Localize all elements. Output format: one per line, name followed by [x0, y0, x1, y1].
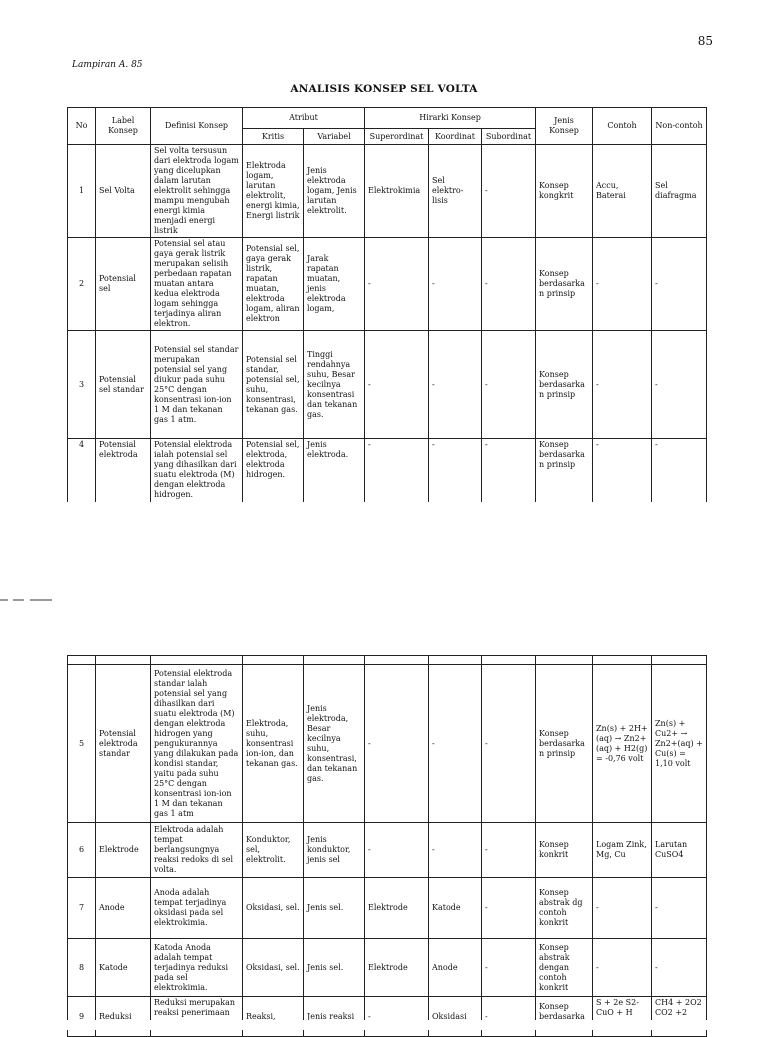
cell-koordinat: Anode — [429, 939, 482, 997]
cell-variabel: Jenis elektroda logam, Jenis larutan elektrolit. — [304, 145, 365, 238]
cell-kritis: Oksidasi, sel. — [243, 878, 304, 939]
cell-label: Sel Volta — [96, 145, 151, 238]
header-subordinat: Subordinat — [482, 129, 536, 145]
cell-kritis: Konduktor, sel, elektrolit. — [243, 823, 304, 878]
cell-no: 2 — [68, 238, 96, 331]
cell-superordinat: - — [365, 823, 429, 878]
cell-contoh: - — [593, 878, 652, 939]
cell-koordinat: - — [429, 665, 482, 823]
header-noncontoh: Non-contoh — [652, 108, 707, 145]
cell-contoh: Logam Zink, Mg, Cu — [593, 823, 652, 878]
header-spacer-row — [68, 656, 707, 665]
cell-superordinat: - — [365, 997, 429, 1037]
cell-no: 3 — [68, 331, 96, 439]
cell-definisi: Sel volta tersusun dari elektroda logam yang dicelupkan dalam larutan elektrolit sehingga mampu mengubah energi kimia menjadi energi listrik — [151, 145, 243, 238]
cell-no: 7 — [68, 878, 96, 939]
document-title: ANALISIS KONSEP SEL VOLTA — [290, 83, 478, 95]
cell-label: Potensial elektroda — [96, 439, 151, 519]
header-atribut: Atribut — [243, 108, 365, 129]
cell-noncontoh: - — [652, 238, 707, 331]
table-row — [68, 878, 707, 939]
cell-jenis: Konsep berdasarkan prinsip — [536, 439, 593, 519]
cell-noncontoh: CH4 + 2O2 CO2 +2 — [652, 997, 707, 1037]
cell-kritis: Elektroda, suhu, konsentrasi ion-ion, dan tekanan gas. — [243, 665, 304, 823]
cell-variabel: Jenis sel. — [304, 878, 365, 939]
cell-kritis: Reaksi, — [243, 997, 304, 1037]
cell-contoh: Accu, Baterai — [593, 145, 652, 238]
cell-koordinat: Oksidasi — [429, 997, 482, 1037]
table-row — [68, 939, 707, 997]
cell-kritis: Elektroda logam, larutan elektrolit, energi kimia, Energi listrik — [243, 145, 304, 238]
cell-label: Potensial sel standar — [96, 331, 151, 439]
cell-contoh: - — [593, 939, 652, 997]
cell-variabel: Jarak rapatan muatan, jenis elektroda logam, — [304, 238, 365, 331]
cell-label: Reduksi — [96, 997, 151, 1037]
page-bottom-edge — [0, 1020, 768, 1030]
cell-definisi: Anoda adalah tempat terjadinya oksidasi pada sel elektrokimia. — [151, 878, 243, 939]
cell-definisi: Potensial sel standar merupakan potensial sel yang diukur pada suhu 25°C dengan konsentrasi ion-ion 1 M dan tekanan gas 1 atm. — [151, 331, 243, 439]
table-row — [68, 238, 707, 331]
cell-label: Elektrode — [96, 823, 151, 878]
cell-kritis: Oksidasi, sel. — [243, 939, 304, 997]
cell-variabel: Jenis konduktor, jenis sel — [304, 823, 365, 878]
cell-noncontoh: - — [652, 939, 707, 997]
cell-label: Potensial sel — [96, 238, 151, 331]
cell-definisi: Katoda Anoda adalah tempat terjadinya reduksi pada sel elektrokimia. — [151, 939, 243, 997]
header-hirarki: Hirarki Konsep — [365, 108, 536, 129]
table-row — [68, 331, 707, 439]
table-row — [68, 665, 707, 823]
cell-noncontoh: Sel diafragma — [652, 145, 707, 238]
header-no: No — [68, 108, 96, 145]
table-row — [68, 145, 707, 238]
cell-subordinat: - — [482, 939, 536, 997]
cell-subordinat: - — [482, 439, 536, 519]
cell-kritis: Potensial sel, gaya gerak listrik, rapatan muatan, elektroda logam, aliran elektron — [243, 238, 304, 331]
cell-superordinat: - — [365, 665, 429, 823]
cell-superordinat: - — [365, 331, 429, 439]
concept-table-part-1 — [67, 107, 707, 519]
scan-mark — [0, 598, 55, 602]
cell-variabel: Jenis elektroda, Besar kecilnya suhu, konsentrasi, dan tekanan gas. — [304, 665, 365, 823]
cell-superordinat: Elektrode — [365, 939, 429, 997]
cell-contoh: - — [593, 238, 652, 331]
table-row — [68, 823, 707, 878]
cell-no: 9 — [68, 997, 96, 1037]
cell-noncontoh: - — [652, 878, 707, 939]
cell-jenis: Konsep abstrak dg contoh konkrit — [536, 878, 593, 939]
cell-subordinat: - — [482, 238, 536, 331]
cell-noncontoh: - — [652, 439, 707, 519]
header-definisi: Definisi Konsep — [151, 108, 243, 145]
cell-no: 5 — [68, 665, 96, 823]
cell-definisi: Reduksi merupakan reaksi penerimaan — [151, 997, 243, 1037]
cell-jenis: Konsep kongkrit — [536, 145, 593, 238]
cell-variabel: Jenis elektroda. — [304, 439, 365, 519]
header-contoh: Contoh — [593, 108, 652, 145]
cell-variabel: Tinggi rendahnya suhu, Besar kecilnya konsentrasi dan tekanan gas. — [304, 331, 365, 439]
cell-contoh: Zn(s) + 2H+(aq) → Zn2+(aq) + H2(g) = -0,76 volt — [593, 665, 652, 823]
cell-no: 4 — [68, 439, 96, 519]
cell-koordinat: Katode — [429, 878, 482, 939]
cell-jenis: Konsep abstrak dengan contoh konkrit — [536, 939, 593, 997]
cell-definisi: Potensial sel atau gaya gerak listrik merupakan selisih perbedaan rapatan muatan antara kedua elektroda logam sehingga terjadinya aliran elektron. — [151, 238, 243, 331]
cell-contoh: S + 2e S2- CuO + H — [593, 997, 652, 1037]
cell-noncontoh: Zn(s) + Cu2+ → Zn2+(aq) + Cu(s) = 1,10 volt — [652, 665, 707, 823]
cell-subordinat: - — [482, 665, 536, 823]
cell-noncontoh: - — [652, 331, 707, 439]
appendix-label: Lampiran A. 85 — [72, 60, 143, 70]
cell-jenis: Konsep berdasarkan prinsip — [536, 331, 593, 439]
cell-koordinat: Sel elektro-lisis — [429, 145, 482, 238]
cell-noncontoh: Larutan CuSO4 — [652, 823, 707, 878]
cell-jenis: Konsep berdasarkan prinsip — [536, 238, 593, 331]
cell-subordinat: - — [482, 878, 536, 939]
table-row — [68, 997, 707, 1037]
cell-kritis: Potensial sel standar, potensial sel, suhu, konsentrasi, tekanan gas. — [243, 331, 304, 439]
cell-jenis: Konsep konkrit — [536, 823, 593, 878]
header-superordinat: Superordinat — [365, 129, 429, 145]
cell-koordinat: - — [429, 331, 482, 439]
concept-table-part-2 — [67, 655, 707, 1037]
cell-subordinat: - — [482, 997, 536, 1037]
cell-superordinat: Elektrode — [365, 878, 429, 939]
cell-koordinat: - — [429, 238, 482, 331]
cell-contoh: - — [593, 439, 652, 519]
cell-contoh: - — [593, 331, 652, 439]
cell-variabel: Jenis reaksi — [304, 997, 365, 1037]
cell-superordinat: - — [365, 238, 429, 331]
header-koordinat: Koordinat — [429, 129, 482, 145]
cell-label: Potensial elektroda standar — [96, 665, 151, 823]
page-number: 85 — [697, 34, 713, 48]
cell-variabel: Jenis sel. — [304, 939, 365, 997]
cell-superordinat: Elektrokimia — [365, 145, 429, 238]
cell-definisi: Potensial elektroda ialah potensial sel yang dihasilkan dari suatu elektroda (M) dengan elektroda hidrogen. — [151, 439, 243, 519]
cell-kritis: Potensial sel, elektroda, elektroda hidrogen. — [243, 439, 304, 519]
cell-no: 1 — [68, 145, 96, 238]
cell-jenis: Konsep berdasarkan prinsip — [536, 665, 593, 823]
header-kritis: Kritis — [243, 129, 304, 145]
cell-no: 8 — [68, 939, 96, 997]
cell-jenis: Konsep berdasarka — [536, 997, 593, 1037]
header-variabel: Variabel — [304, 129, 365, 145]
cell-koordinat: - — [429, 439, 482, 519]
cell-subordinat: - — [482, 145, 536, 238]
cell-definisi: Potensial elektroda standar ialah potensial sel yang dihasilkan dari suatu elektroda (M) dengan elektroda hidrogen yang pengukurannya yang dilakukan pada kondisi standar, yaitu pada suhu 25°C dengan konsentrasi ion-ion 1 M dan tekanan gas 1 atm — [151, 665, 243, 823]
cell-superordinat: - — [365, 439, 429, 519]
cell-no: 6 — [68, 823, 96, 878]
cell-label: Anode — [96, 878, 151, 939]
header-label: Label Konsep — [96, 108, 151, 145]
cell-label: Katode — [96, 939, 151, 997]
page-break-gap — [0, 502, 768, 652]
cell-subordinat: - — [482, 331, 536, 439]
header-jenis: Jenis Konsep — [536, 108, 593, 145]
cell-subordinat: - — [482, 823, 536, 878]
cell-koordinat: - — [429, 823, 482, 878]
cell-definisi: Elektroda adalah tempat berlangsungnya reaksi redoks di sel volta. — [151, 823, 243, 878]
